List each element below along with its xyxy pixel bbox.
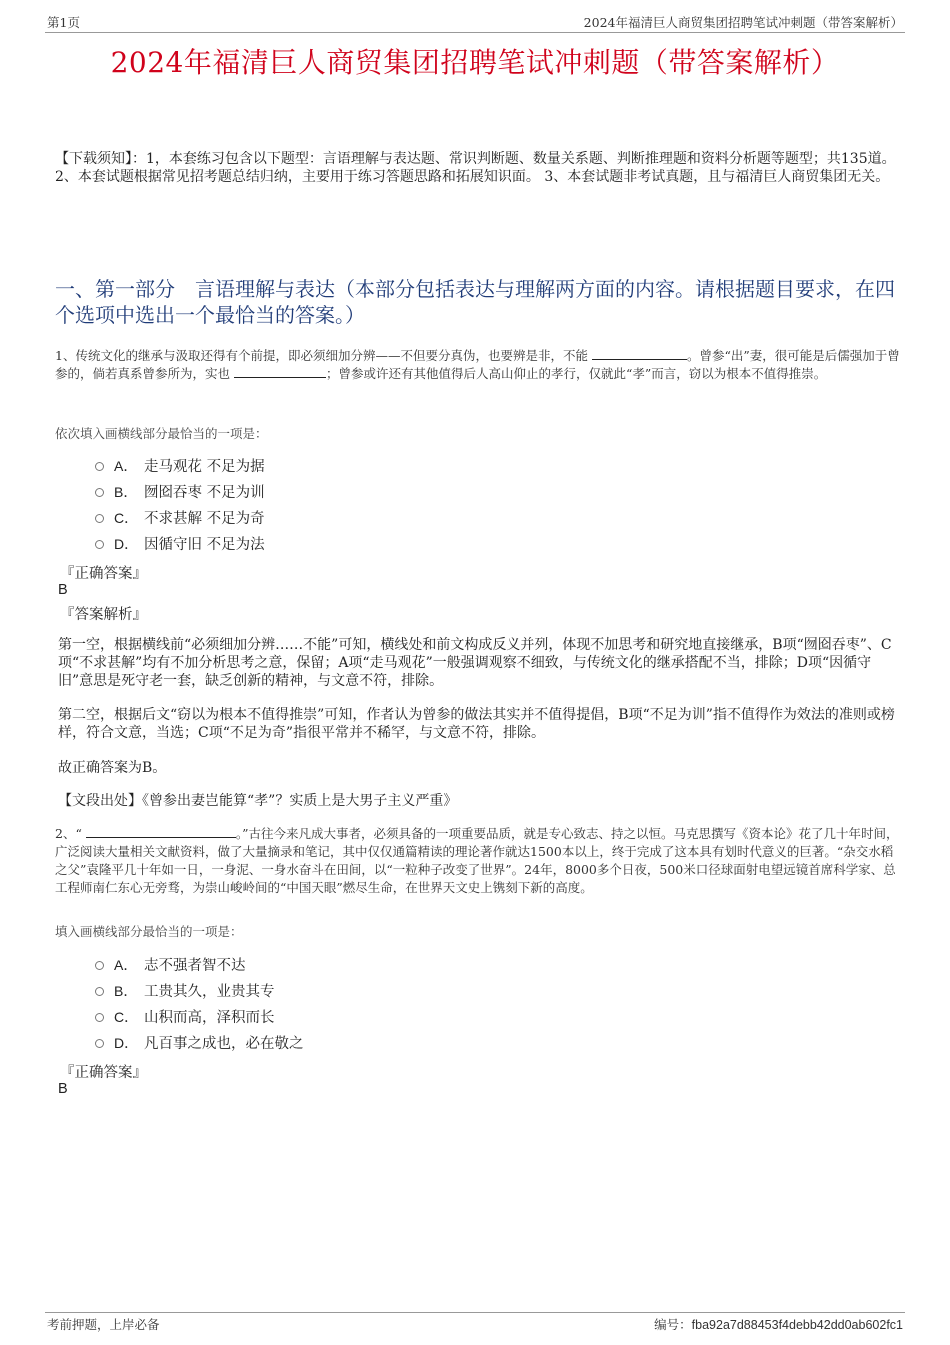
option-letter: B． bbox=[114, 983, 138, 999]
option-text: 因循守旧 不足为法 bbox=[144, 537, 265, 553]
radio-icon[interactable] bbox=[95, 1039, 104, 1048]
fill-blank bbox=[592, 347, 687, 360]
stem-text: 1、传统文化的继承与汲取还得有个前提，即必须细加分辨——不但要分真伪，也要辨是非，不能 bbox=[55, 348, 588, 363]
option-text: 志不强者智不达 bbox=[144, 958, 246, 974]
option-text: 工贵其久，业贵其专 bbox=[144, 984, 275, 1000]
correct-answer-value: B bbox=[58, 582, 68, 598]
question-1-option-b[interactable] bbox=[95, 482, 265, 503]
document-code bbox=[654, 1315, 903, 1333]
source-citation: 【文段出处】《曾参出妻岂能算“孝”？实质上是大男子主义严重》 bbox=[58, 793, 458, 809]
question-1-stem bbox=[55, 347, 900, 383]
question-2-option-c[interactable] bbox=[95, 1007, 275, 1028]
radio-icon[interactable] bbox=[95, 488, 104, 497]
correct-answer-label: 『正确答案』 bbox=[60, 1065, 147, 1081]
option-text: 囫囵吞枣 不足为训 bbox=[144, 485, 265, 501]
option-text: 凡百事之成也，必在敬之 bbox=[144, 1036, 304, 1052]
fill-blank bbox=[86, 825, 236, 838]
option-text: 走马观花 不足为据 bbox=[144, 459, 265, 475]
analysis-conclusion: 故正确答案为B。 bbox=[58, 760, 167, 776]
stem-text: 。”古往今来凡成大事者，必须具备的一项重要品质，就是专心致志、持之以恒。马克思撰写《资本论》花了几十年时间，广泛阅读大量相关文献资料，做了大量摘录和笔记，其中仅仅通篇精读的理论著作就达1500本以上，终于完成了这本具有划时代意义的巨著。“杂交水稻之父”袁隆平几十年如一日，一身泥、一身水奋斗在田间，以“一粒种子改变了世界”。24年，8000多个日夜，500米口径球面射电望远镜首席科学家、总工程师南仁东心无旁骛，为崇山峻岭间的“中国天眼”燃尽生命，在世界天文史上镌刻下新的高度。 bbox=[55, 826, 899, 895]
running-header-title: 2024年福清巨人商贸集团招聘笔试冲刺题（带答案解析） bbox=[583, 15, 903, 30]
footer-divider bbox=[45, 1312, 905, 1313]
radio-icon[interactable] bbox=[95, 514, 104, 523]
question-2-option-d[interactable] bbox=[95, 1033, 304, 1054]
header-divider bbox=[45, 32, 905, 33]
download-notice: 【下载须知】：1，本套练习包含以下题型：言语理解与表达题、常识判断题、数量关系题、判断推理题和资料分析题等题型；共135道。 2、本套试题根据常见招考题总结归纳，主要用于练习答题思路和拓展知识面。 3、本套试题非考试真题，且与福清巨人商贸集团无关。 bbox=[55, 151, 896, 185]
question-1-option-c[interactable] bbox=[95, 508, 265, 529]
option-letter: B． bbox=[114, 484, 138, 500]
analysis-label: 『答案解析』 bbox=[60, 607, 147, 623]
option-letter: D． bbox=[114, 1035, 139, 1051]
question-2-prompt: 填入画横线部分最恰当的一项是： bbox=[55, 924, 243, 939]
option-letter: C． bbox=[114, 1009, 139, 1025]
radio-icon[interactable] bbox=[95, 987, 104, 996]
radio-icon[interactable] bbox=[95, 1013, 104, 1022]
page-number: 第1页 bbox=[47, 15, 80, 30]
fill-blank bbox=[234, 365, 326, 378]
question-2-stem bbox=[55, 825, 900, 897]
question-1-option-a[interactable] bbox=[95, 456, 265, 477]
option-letter: A． bbox=[114, 957, 138, 973]
analysis-paragraph: 第二空，根据后文“窃以为根本不值得推崇”可知，作者认为曾参的做法其实并不值得提倡，B项“不足为训”指不值得作为效法的准则或榜样，符合文意，当选；C项“不足为奇”指很平常并不稀罕，与文意不符，排除。 bbox=[58, 707, 895, 741]
correct-answer-value: B bbox=[58, 1081, 68, 1097]
section-heading: 一、第一部分 言语理解与表达（本部分包括表达与理解两方面的内容。请根据题目要求，在四个选项中选出一个最恰当的答案。） bbox=[55, 277, 895, 327]
stem-text: 2、“ bbox=[55, 826, 82, 841]
footer-slogan: 考前押题，上岸必备 bbox=[47, 1317, 160, 1332]
correct-answer-label: 『正确答案』 bbox=[60, 566, 147, 582]
radio-icon[interactable] bbox=[95, 540, 104, 549]
page-title: 2024年福清巨人商贸集团招聘笔试冲刺题（带答案解析） bbox=[110, 46, 840, 79]
question-2-option-a[interactable] bbox=[95, 955, 246, 976]
option-text: 山积而高，泽积而长 bbox=[144, 1010, 275, 1026]
option-text: 不求甚解 不足为奇 bbox=[144, 511, 265, 527]
code-value: fba92a7d88453f4debb42dd0ab602fc1 bbox=[691, 1318, 903, 1332]
question-1-prompt: 依次填入画横线部分最恰当的一项是： bbox=[55, 426, 268, 441]
stem-text: ；曾参或许还有其他值得后人高山仰止的孝行，仅就此“孝”而言，窃以为根本不值得推崇。 bbox=[326, 366, 827, 381]
option-letter: A． bbox=[114, 458, 138, 474]
option-letter: C． bbox=[114, 510, 139, 526]
question-1-option-d[interactable] bbox=[95, 534, 265, 555]
analysis-paragraph: 第一空，根据横线前“必须细加分辨……不能”可知，横线处和前文构成反义并列，体现不加思考和研究地直接继承，B项“囫囵吞枣”、C项“不求甚解”均有不加分析思考之意，保留；A项“走马观花”一般强调观察不细致，与传统文化的继承搭配不当，排除；D项“因循守旧”意思是死守老一套，缺乏创新的精神，与文意不符，排除。 bbox=[58, 637, 892, 689]
radio-icon[interactable] bbox=[95, 961, 104, 970]
option-letter: D． bbox=[114, 536, 139, 552]
radio-icon[interactable] bbox=[95, 462, 104, 471]
code-label: 编号： bbox=[654, 1317, 692, 1332]
question-2-option-b[interactable] bbox=[95, 981, 275, 1002]
stem-text: 。曾参“出”妻，很可能是后儒强加于曾参的，倘若真系曾参所为，实也 bbox=[55, 348, 900, 381]
